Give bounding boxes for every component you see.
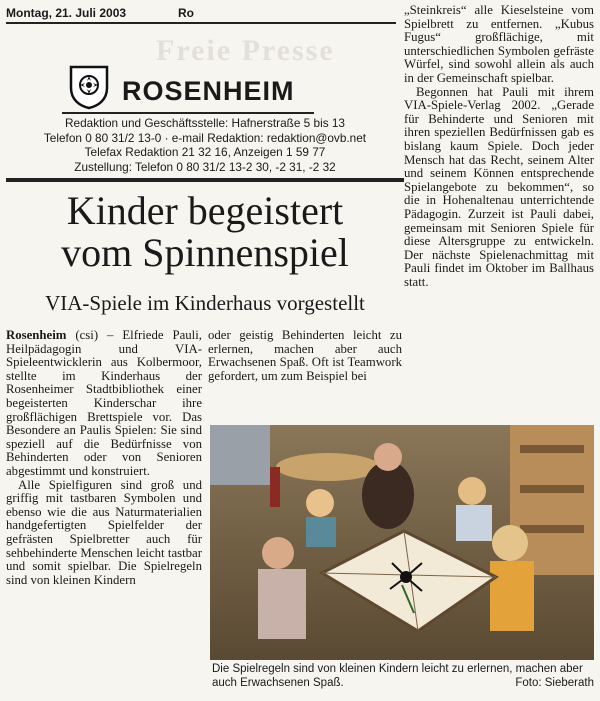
page-header bbox=[6, 4, 396, 22]
masthead-separator bbox=[6, 178, 404, 182]
article-paragraph: „Steinkreis“ alle Kieselsteine vom Spielbrett zu entfernen. „Kubus Fugus“ großflächige, mit unterschiedlichen Symbolen gefräste Würfel, sind sowohl allein als auch in der Gemeinschaft spielbar. bbox=[404, 4, 594, 85]
town-name: ROSENHEIM bbox=[122, 76, 295, 106]
header-rule bbox=[6, 22, 396, 24]
issue-date: Montag, 21. Juli 2003 bbox=[6, 6, 127, 20]
article-column-3 bbox=[404, 4, 594, 414]
paragraph-text: (csi) – Elfriede Pauli, Heilpädagogin und VIA-Spieleentwicklerin aus Kolbermoor, stellte im Kinderhaus der Rosenheimer Stadtbibliothek einer begeisterten Kinderschar ihre großflächigen Brettspiele vor. Das Besondere an Paulis Spielen: Sie sind speziell auf die Bedürfnisse von Behinderten oder von Senioren abgestimmt und konstruiert. bbox=[6, 329, 202, 478]
dateline: Rosenheim bbox=[6, 329, 67, 342]
subheadline: VIA-Spiele im Kinderhaus vorgestellt bbox=[45, 291, 365, 315]
headline bbox=[6, 190, 404, 274]
contact-line: Redaktion und Geschäftsstelle: Hafnerstraße 5 bis 13 bbox=[65, 116, 345, 130]
article-paragraph: Alle Spielfiguren sind groß und griffig mit tastbaren Symbolen und ebenso wie die aus Naturmaterialien handgefertigten Spielfelder der gefrästen Spielbretter auch für sehbehinderte Menschen leicht tastbar und somit spielbar. Die Spielregeln sind von kleinen Kindern bbox=[6, 477, 202, 587]
edition-code: Ro bbox=[178, 6, 194, 20]
photo-caption: Die Spielregeln sind von kleinen Kindern leicht zu erlernen, machen aber auch Erwachsenen Spaß. bbox=[212, 663, 583, 689]
local-masthead bbox=[6, 26, 404, 176]
contact-line: Telefon 0 80 31/2 13-0 · e-mail Redaktion: redaktion@ovb.net bbox=[43, 130, 367, 145]
article-photo bbox=[210, 425, 594, 660]
contact-line: Telefax Redaktion 21 32 16, Anzeigen 1 59 77 bbox=[84, 145, 326, 160]
article-column-1 bbox=[6, 329, 202, 663]
article-paragraph: Begonnen hat Pauli mit ihrem VIA-Spiele-Verlag 2002. „Gerade für Behinderte und Senioren mit ihren speziellen Bedürfnissen gab es bislang kaum Spiele. Doch jeder Mensch hat das Recht, seinem Alter und seinem Können entsprechende Spielangebote zu bekommen“, so die in Hohenaltenau unterrichtende Pädagogin. Zurzeit ist Pauli dabei, gemeinsam mit Senioren Spiele für diese Altersgruppe zu entwickeln. Der nächste Spielenachmittag mit Pauli findet im Oktober im Ballhaus statt. bbox=[404, 84, 594, 289]
masthead-rule bbox=[62, 112, 314, 114]
contact-line: Zustellung: Telefon 0 80 31/2 13-2 30, -2 31, -2 32 bbox=[74, 159, 336, 174]
headline-line: Kinder begeistert bbox=[66, 188, 344, 233]
photo-credit: Foto: Sieberath bbox=[515, 677, 594, 689]
headline-line: vom Spinnenspiel bbox=[61, 230, 349, 275]
town-crest-icon bbox=[68, 64, 110, 110]
article-paragraph bbox=[6, 329, 202, 479]
ghost-text: Freie Presse bbox=[156, 34, 335, 67]
article-paragraph: oder geistig Behinderten leicht zu erlernen, machen aber auch Erwachsenen Spaß. Oft ist Teamwork gefordert, um zum Beispiel bei bbox=[208, 328, 402, 383]
photo-image bbox=[210, 425, 594, 660]
contact-block bbox=[6, 116, 404, 174]
article-column-2 bbox=[208, 329, 402, 383]
